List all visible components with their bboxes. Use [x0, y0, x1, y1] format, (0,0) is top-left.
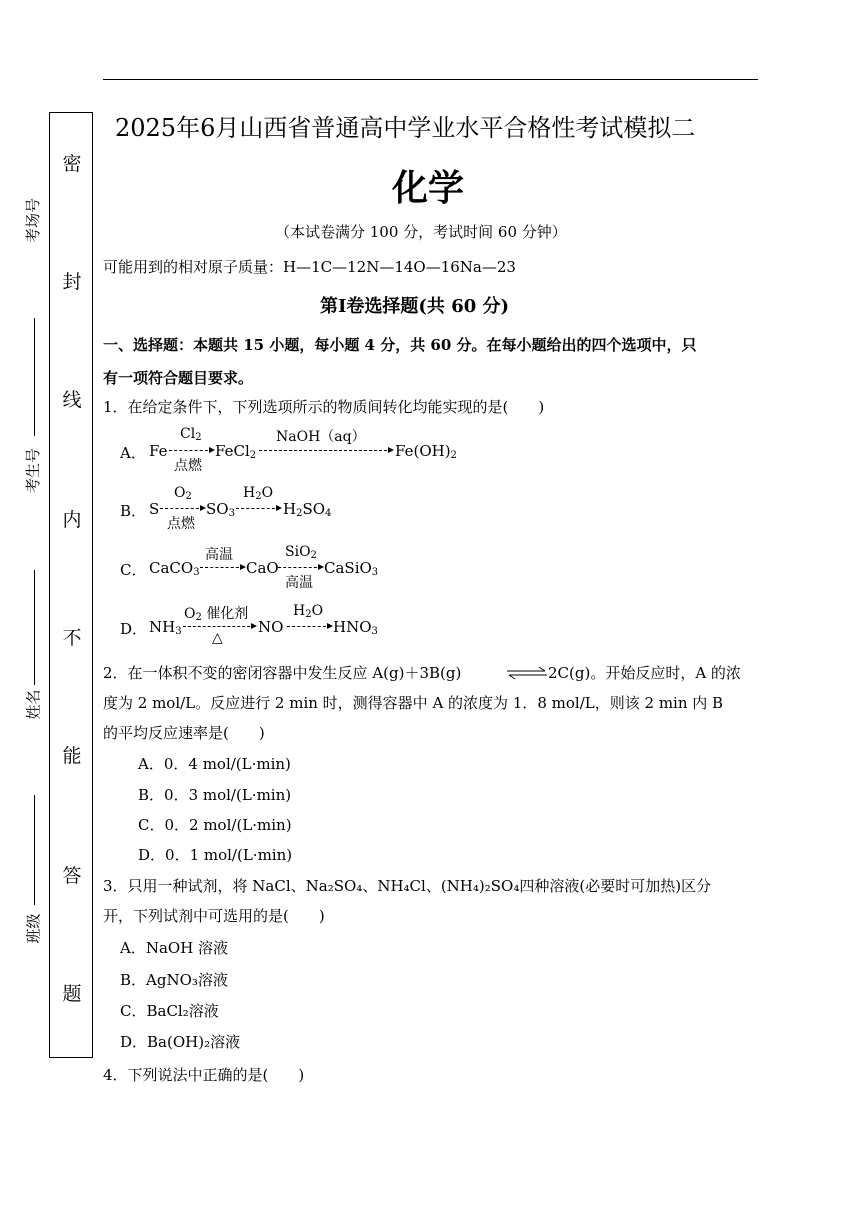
seal-char: 线	[62, 389, 82, 411]
species: FeCl$_2$	[215, 442, 257, 461]
option-label: D．	[120, 620, 148, 638]
option-label: B．	[120, 502, 147, 520]
species: Fe	[149, 442, 168, 460]
condition-top: $O_2$	[174, 485, 192, 502]
species: CaCO$_3$	[149, 559, 200, 578]
condition-bottom: 点燃	[174, 458, 202, 474]
condition-top: NaOH（aq）	[276, 429, 366, 445]
reaction-arrow	[200, 567, 244, 568]
equilibrium-arrow-icon	[505, 665, 549, 681]
condition-bottom: △	[212, 630, 223, 646]
exam-room-label: 考场号	[24, 197, 43, 244]
reaction-arrow	[236, 508, 280, 509]
q3-option: C．BaCl₂溶液	[120, 1002, 219, 1020]
condition-top: SiO$_2$	[285, 544, 317, 561]
q3-line2: 开，下列试剂中可选用的是( )	[103, 907, 325, 925]
q2-option: D．0．1 mol/(L·min)	[138, 846, 293, 864]
instructions-line2: 有一项符合题目要求。	[103, 369, 254, 387]
exam-room-line	[34, 318, 35, 436]
top-rule	[103, 79, 758, 80]
reaction-arrow	[259, 450, 392, 451]
species: $H_2SO_4$	[283, 500, 332, 519]
species: $HNO_3$	[333, 618, 378, 637]
instructions-line1: 一、选择题：本题共 15 小题，每小题 4 分，共 60 分。在每小题给出的四个选项中，只	[103, 336, 697, 354]
condition-top: $H_2O$	[293, 603, 324, 620]
student-no-line	[34, 570, 35, 685]
q3-option: A．NaOH 溶液	[120, 939, 229, 957]
q2-line1a: 2．在一体积不变的密闭容器中发生反应 A(g)＋3B(g)	[103, 664, 462, 682]
q2-line1b: 2C(g)。开始反应时，A 的浓	[548, 664, 741, 682]
q2-line3: 的平均反应速率是( )	[103, 724, 265, 742]
reaction-arrow	[183, 626, 255, 627]
q2-option: B．0．3 mol/(L·min)	[138, 786, 292, 804]
seal-char: 封	[62, 271, 82, 293]
seal-char: 能	[62, 745, 82, 767]
reaction-arrow	[169, 450, 213, 451]
species: S	[149, 500, 160, 518]
species: CaSiO$_3$	[324, 559, 379, 578]
species: CaO	[246, 559, 279, 577]
q4-stem: 4．下列说法中正确的是( )	[103, 1066, 305, 1084]
atomic-masses: 可能用到的相对原子质量：H—1C—12N—14O—16Na—23	[103, 258, 516, 276]
reaction-arrow	[278, 567, 322, 568]
option-label: C．	[120, 561, 147, 579]
q3-option: D．Ba(OH)₂溶液	[120, 1033, 241, 1051]
reaction-arrow	[287, 626, 331, 627]
seal-box	[49, 112, 93, 1058]
name-label: 姓名	[24, 689, 43, 720]
reaction-arrow	[160, 508, 204, 509]
subject-title: 化学	[392, 168, 465, 209]
option-label: A．	[120, 444, 146, 462]
condition-top: $O_2$ 催化剂	[184, 606, 249, 623]
condition-bottom: 高温	[285, 575, 313, 591]
condition-bottom: 点燃	[167, 516, 195, 532]
q1-stem: 1．在给定条件下，下列选项所示的物质间转化均能实现的是( )	[103, 398, 545, 416]
condition-top: 高温	[205, 547, 233, 563]
q3-option: B．AgNO₃溶液	[120, 971, 228, 989]
condition-top: $Cl_2$	[180, 426, 202, 443]
seal-char: 题	[62, 983, 82, 1005]
section-title: 第Ⅰ卷选择题(共 60 分)	[320, 296, 510, 317]
species: $Fe(OH)_2$	[395, 442, 457, 461]
class-label: 班级	[24, 913, 43, 944]
name-line	[34, 795, 35, 905]
seal-char: 不	[62, 627, 82, 649]
species: NO	[258, 618, 284, 636]
q2-option: A．0．4 mol/(L·min)	[138, 755, 291, 773]
exam-note: （本试卷满分 100 分，考试时间 60 分钟）	[275, 223, 567, 241]
condition-top: $H_2O$	[243, 485, 274, 502]
species: $NH_3$	[149, 618, 182, 637]
seal-char: 答	[62, 865, 82, 887]
q2-line2: 度为 2 mol/L。反应进行 2 min 时，测得容器中 A 的浓度为 1．8 mol/L，则该 2 min 内 B	[103, 694, 724, 712]
seal-char: 内	[62, 509, 82, 531]
exam-title: 2025年6月山西省普通高中学业水平合格性考试模拟二	[115, 114, 696, 142]
seal-char: 密	[62, 153, 82, 175]
q2-option: C．0．2 mol/(L·min)	[138, 816, 292, 834]
q3-line1: 3．只用一种试剂，将 NaCl、Na₂SO₄、NH₄Cl、(NH₄)₂SO₄四种溶液(必要时可加热)区分	[103, 877, 712, 895]
species: $SO_3$	[206, 500, 235, 519]
student-no-label: 考生号	[24, 447, 43, 494]
